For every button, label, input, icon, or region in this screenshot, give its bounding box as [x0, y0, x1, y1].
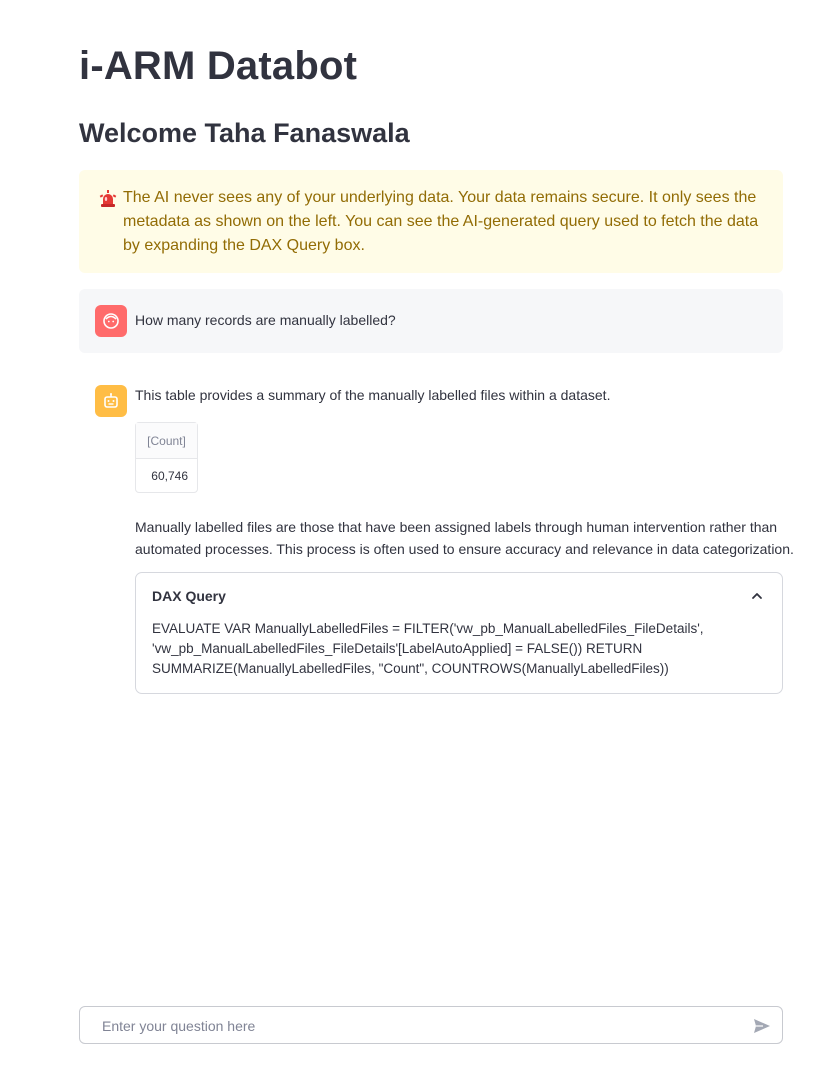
- chevron-up-icon[interactable]: [750, 589, 764, 603]
- send-icon[interactable]: [752, 1016, 772, 1036]
- assistant-explanation-text: Manually labelled files are those that have been assigned labels through human intervention rather than automated processes. This process is often used to ensure accuracy and relevance in data categorization.: [135, 519, 794, 557]
- dax-query-text: EVALUATE VAR ManuallyLabelledFiles = FILTER('vw_pb_ManualLabelledFiles_FileDetails', 'vw_pb_ManualLabelledFiles_FileDetails'[LabelAutoApplied] = FALSE()) RETURN SUMMARIZE(ManuallyLabelledFiles, "Count", COUNTROWS(ManuallyLabelledFiles)): [152, 621, 704, 676]
- dax-query-label[interactable]: DAX Query: [152, 588, 226, 604]
- table-column-header[interactable]: [Count]: [136, 423, 197, 459]
- security-alert: [79, 170, 783, 273]
- question-input[interactable]: [100, 1007, 724, 1045]
- user-message: [79, 289, 783, 353]
- app-title: i-ARM Databot: [79, 44, 358, 88]
- result-table[interactable]: [135, 422, 198, 493]
- user-face-icon: [102, 312, 120, 330]
- assistant-intro-text: This table provides a summary of the manually labelled files within a dataset.: [135, 387, 611, 403]
- welcome-heading: Welcome Taha Fanaswala: [79, 118, 410, 148]
- robot-icon: [102, 392, 120, 410]
- alert-text: The AI never sees any of your underlying data. Your data remains secure. It only sees the metadata as shown on the left. You can see the AI-generated query used to fetch the data by expanding the DAX Query box.: [123, 189, 759, 254]
- user-avatar: [95, 305, 127, 337]
- user-message-text: How many records are manually labelled?: [135, 312, 396, 328]
- assistant-avatar: [95, 385, 127, 417]
- dax-query-expander[interactable]: [135, 572, 783, 694]
- siren-icon: [99, 189, 117, 209]
- chat-input-box[interactable]: [79, 1006, 783, 1044]
- table-cell[interactable]: 60,746: [151, 469, 188, 483]
